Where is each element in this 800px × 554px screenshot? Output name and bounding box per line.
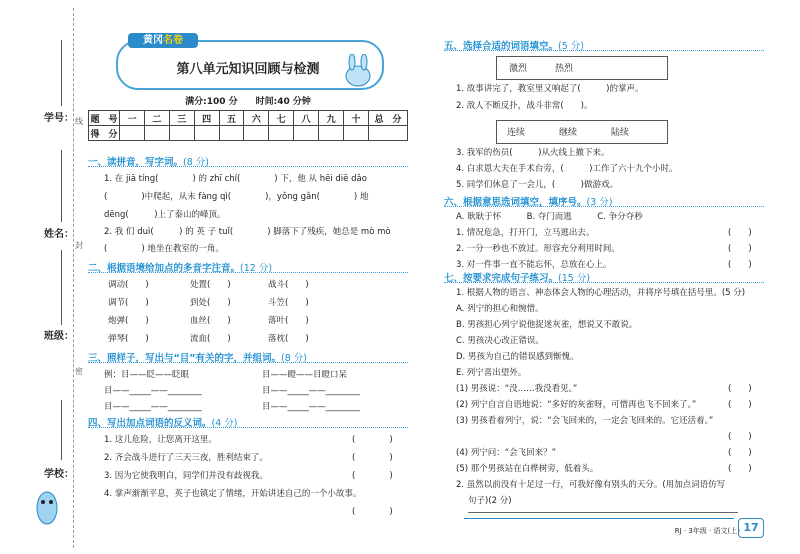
table-cell: 六: [244, 111, 269, 126]
section-5-title: 五、选择合适的词语填空。(5 分): [444, 41, 584, 52]
divider: [88, 272, 408, 273]
footer-bar: [464, 518, 734, 519]
cut-seal-char: 封: [75, 241, 83, 250]
page-title: 第八单元知识回顾与检测: [176, 62, 320, 77]
section-2-title: 二、根据语境给加点的多音字注音。(12 分): [88, 263, 273, 274]
section-3-title: 三、照样子，写出与“目”有关的字，并组词。(8 分): [88, 353, 307, 364]
divider: [88, 166, 408, 167]
score-cell[interactable]: [244, 126, 269, 141]
divider: [444, 50, 764, 51]
section-6-title: 六、根据意思选词填空，填序号。(3 分): [444, 197, 613, 208]
answer-paren[interactable]: ( ): [728, 464, 752, 474]
table-cell: 一: [120, 111, 145, 126]
score-cell[interactable]: [319, 126, 344, 141]
s1-line-3: dēng( )上了泰山的峰顶。: [104, 210, 226, 220]
answer-paren[interactable]: ( ): [352, 507, 393, 517]
s2-item: 流血( ): [190, 334, 231, 344]
s7-option-d: D. 男孩为自己的错误感到惭愧。: [456, 352, 579, 362]
score-cell[interactable]: [144, 126, 169, 141]
s3-blank: 目——_____——________: [104, 402, 202, 412]
rabbit-mascot-icon: [340, 54, 376, 88]
table-cell: 总 分: [369, 111, 408, 126]
s7-sentence-1: (1) 男孩说：“没……我没看见。”: [456, 384, 578, 394]
s6-line-3: 3. 对一件事一直不能忘怀，总放在心上。: [456, 260, 612, 270]
s5-line-1: 1. 故事讲完了，教室里又响起了( )的掌声。: [456, 84, 644, 94]
score-time-line: 满分:100 分 时间:40 分钟: [185, 97, 311, 107]
s2-item: 调节( ): [108, 298, 149, 308]
s5-line-3: 3. 我军的伤员( )从火线上撤下来。: [456, 148, 610, 158]
section-1-title: 一、读拼音，写字词。(8 分): [88, 157, 209, 168]
school-label: 学校：: [44, 469, 74, 480]
s7-sentence-3: (3) 男孩看着列宁，说：“会飞回来的，一定会飞回来的。它还活着。”: [456, 416, 714, 426]
answer-line[interactable]: [468, 512, 738, 513]
s1-line-5: ( ) 地坐在教室的一角。: [104, 244, 224, 254]
s5-line-4: 4. 白求恩大夫在手术台旁，( )工作了六十九个小时。: [456, 164, 678, 174]
s7-option-a: A. 列宁的担心和惋惜。: [456, 304, 544, 314]
answer-paren[interactable]: ( ): [728, 244, 752, 254]
score-cell[interactable]: [120, 126, 145, 141]
cut-dense-char: 密: [75, 367, 83, 376]
s5-line-5: 5. 同学们休息了一会儿，( )做游戏。: [456, 180, 618, 190]
s2-item: 落枕( ): [268, 334, 309, 344]
section-7-title: 七、按要求完成句子练习。(15 分): [444, 273, 591, 284]
table-cell: 四: [194, 111, 219, 126]
answer-paren[interactable]: ( ): [728, 228, 752, 238]
score-cell[interactable]: [369, 126, 408, 141]
s4-line-3: 3. 因为它使我明白，同学们并没有歧视我。: [104, 471, 268, 481]
answer-paren[interactable]: ( ): [352, 453, 393, 463]
answer-paren[interactable]: ( ): [728, 432, 752, 442]
word-option: 陆续: [611, 128, 630, 138]
s7-question-2-cont: 句子)(2 分): [468, 496, 512, 506]
s2-item: 到处( ): [190, 298, 231, 308]
s7-option-e: E. 列宁喜出望外。: [456, 368, 527, 378]
cut-dashed-line: [73, 8, 74, 548]
binding-strip: [0, 0, 83, 554]
s6-options: A. 耿耿于怀 B. 夺门而逃 C. 争分夺秒: [456, 212, 643, 222]
s2-item: 弹琴( ): [108, 334, 149, 344]
s7-sentence-5: (5) 那个男孩站在白桦树旁，低着头。: [456, 464, 599, 474]
word-box-1: [496, 56, 668, 80]
s5-line-2: 2. 敌人不断反扑，战斗非常( )。: [456, 101, 593, 111]
word-option: 继续: [559, 128, 578, 138]
answer-paren[interactable]: ( ): [352, 435, 393, 445]
section-4-title: 四、写出加点词语的反义词。(4 分): [88, 418, 238, 429]
table-cell: 得 分: [89, 126, 120, 141]
table-cell: 题 号: [89, 111, 120, 126]
class-line: [61, 250, 62, 325]
s6-line-1: 1. 情况危急，打开门，立马逃出去。: [456, 228, 595, 238]
s7-question-2: 2. 虽然以前没有十足过一行，可我好像有别头的天分。(用加点词语仿写: [456, 480, 726, 490]
word-option: 热烈: [555, 64, 574, 74]
page-number: 17: [738, 518, 764, 538]
score-cell[interactable]: [194, 126, 219, 141]
divider: [444, 282, 764, 283]
s7-sentence-2: (2) 列宁自言自语地说：“多好的灰雀呀，可惜再也飞不回来了。”: [456, 400, 697, 410]
s3-example-2: 目——瞪——目瞪口呆: [262, 370, 348, 380]
s4-line-2: 2. 齐会战斗进行了三天三夜，胜利结束了。: [104, 453, 268, 463]
s3-blank: 目——_____——________: [262, 386, 360, 396]
s1-line-4: 2. 我 们 duì( ) 的 英 子 tuǐ( ) 脚落下了残疾，她总是 mò mò: [104, 227, 391, 237]
s3-blank: 目——_____——________: [262, 402, 360, 412]
score-cell[interactable]: [169, 126, 194, 141]
score-table: [88, 110, 408, 141]
id-label: 学号：: [44, 113, 74, 124]
mascot-icon: [30, 478, 64, 528]
answer-paren[interactable]: ( ): [728, 448, 752, 458]
school-line: [61, 400, 62, 460]
table-cell: 三: [169, 111, 194, 126]
s6-line-2: 2. 一分一秒也不放过。形容充分利用时间。: [456, 244, 620, 254]
table-cell: 二: [144, 111, 169, 126]
s2-item: 调动( ): [108, 280, 149, 290]
s4-line-1: 1. 这儿危险，让您离开这里。: [104, 435, 217, 445]
s2-item: 落叶( ): [268, 316, 309, 326]
score-cell[interactable]: [269, 126, 294, 141]
cut-line-char: 线: [75, 117, 83, 126]
score-cell[interactable]: [219, 126, 244, 141]
s4-line-4: 4. 掌声渐渐平息，英子也镇定了情绪，开始讲述自己的一个小故事。: [104, 489, 362, 499]
s1-line-1: 1. 在 jiā tíng( ) 的 zhī chí( ) 下，他 从 hēi diē dǎo: [104, 174, 367, 184]
score-table-score-row: [89, 126, 408, 141]
word-box-2: [496, 120, 668, 144]
name-label: 姓名：: [44, 229, 74, 240]
answer-paren[interactable]: ( ): [728, 400, 752, 410]
s2-item: 血丝( ): [190, 316, 231, 326]
divider: [88, 427, 408, 428]
s3-example-1: 例：目——眨——眨眼: [104, 370, 190, 380]
word-option: 激烈: [509, 64, 528, 74]
score-cell[interactable]: [294, 126, 319, 141]
brand-logo: 黄冈名卷: [128, 33, 198, 48]
id-line: [61, 40, 62, 106]
s7-sentence-4: (4) 列宁问：“会飞回来？”: [456, 448, 557, 458]
answer-paren[interactable]: ( ): [728, 260, 752, 270]
s2-item: 炮弹( ): [108, 316, 149, 326]
footer-text: RJ · 3年级 · 语文(上): [674, 527, 740, 535]
answer-paren[interactable]: ( ): [728, 384, 752, 394]
answer-paren[interactable]: ( ): [352, 471, 393, 481]
s2-item: 处置( ): [190, 280, 231, 290]
table-cell: 九: [319, 111, 344, 126]
divider: [444, 206, 764, 207]
score-cell[interactable]: [344, 126, 369, 141]
table-cell: 十: [344, 111, 369, 126]
name-line: [61, 150, 62, 222]
s1-line-2: ( )中爬起，从未 fàng qì( )，yǒng gǎn( ) 地: [104, 192, 369, 202]
class-label: 班级：: [44, 331, 74, 342]
word-option: 连续: [507, 128, 526, 138]
s3-blank: 目——_____——________: [104, 386, 202, 396]
table-cell: 七: [269, 111, 294, 126]
s7-question-1: 1. 根据人物的语言、神态体会人物的心理活动，并将序号填在括号里。(5 分): [456, 288, 746, 298]
divider: [88, 362, 408, 363]
score-table-header-row: [89, 111, 408, 126]
table-cell: 五: [219, 111, 244, 126]
s7-option-b: B. 男孩担心列宁说他捉迷灰雀，想说又不敢说。: [456, 320, 638, 330]
table-cell: 八: [294, 111, 319, 126]
s2-item: 斗笠( ): [268, 298, 309, 308]
s2-item: 战斗( ): [268, 280, 309, 290]
s7-option-c: C. 男孩决心改正错误。: [456, 336, 544, 346]
